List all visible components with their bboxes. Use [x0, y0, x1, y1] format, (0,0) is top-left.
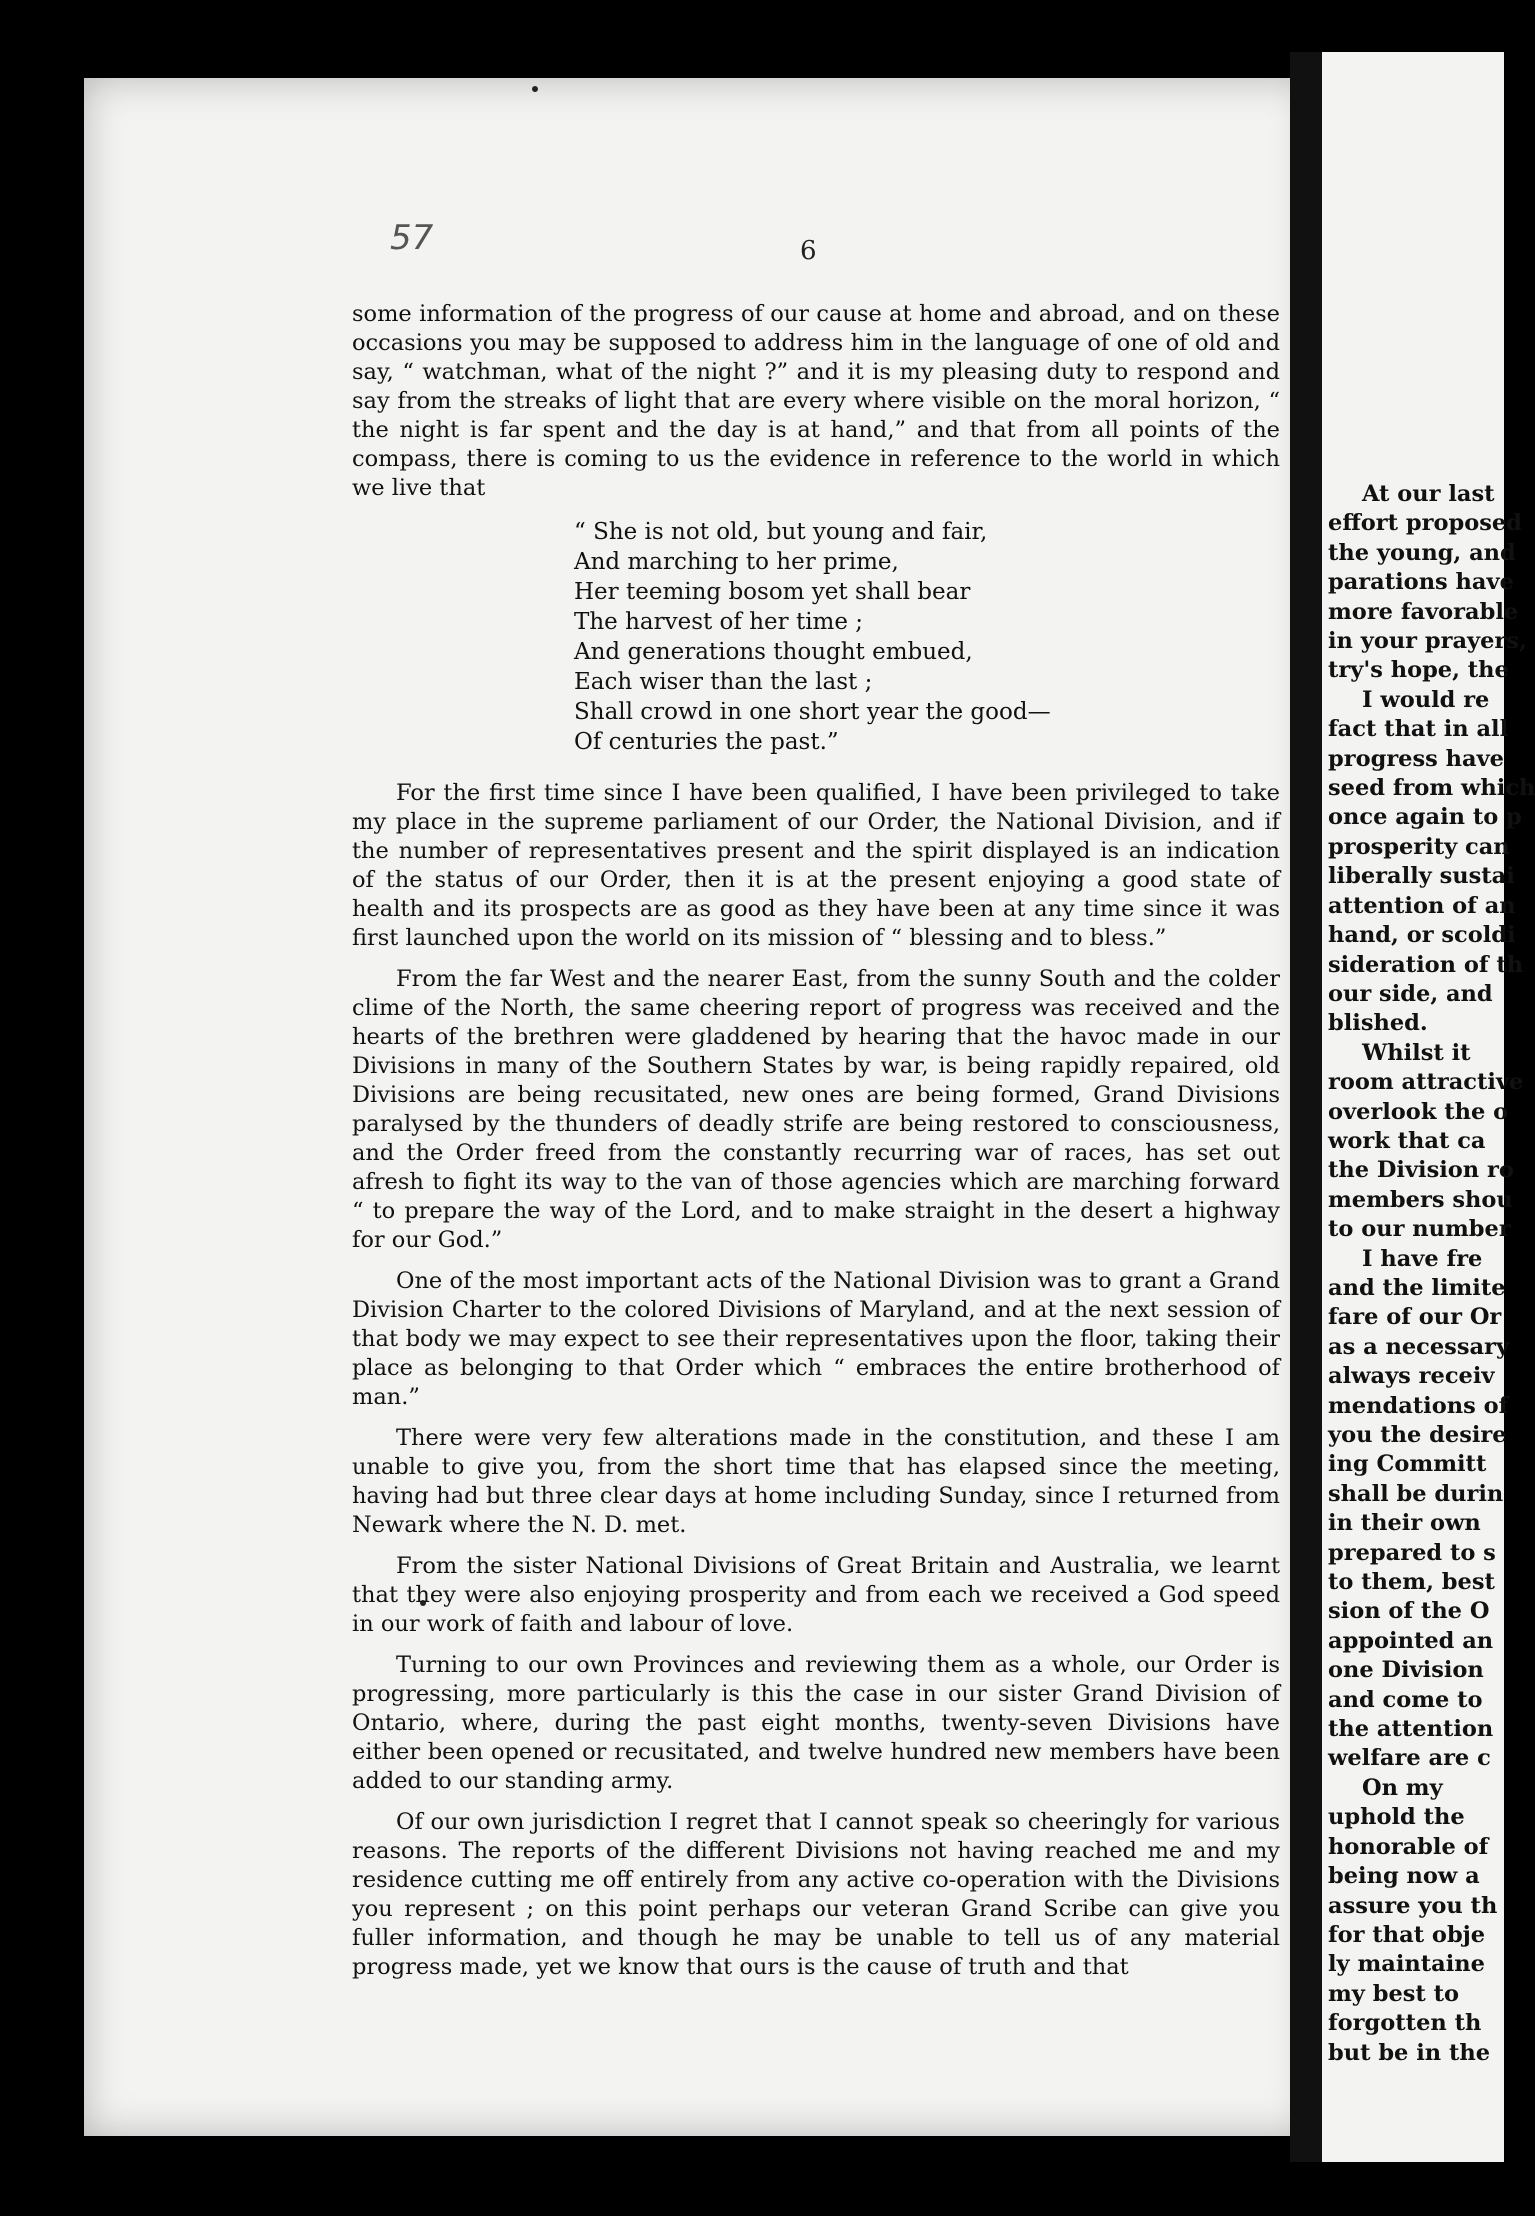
verse-line: Each wiser than the last ; [574, 669, 873, 695]
verse-line: Her teeming bosom yet shall bear [574, 579, 971, 605]
right-page-line: my best to [1328, 1980, 1460, 2007]
handwritten-page-mark: 57 [390, 218, 434, 258]
right-page-line: in your prayers, [1328, 628, 1527, 655]
right-page-line: the young, and [1328, 539, 1516, 566]
right-page-line: welfare are c [1328, 1745, 1491, 1772]
right-page-lines [1322, 480, 1535, 2068]
right-page-line: blished. [1328, 1010, 1428, 1037]
right-page-line: the attention [1328, 1716, 1494, 1743]
right-page-line: ing Committ [1328, 1451, 1487, 1478]
right-page-line: seed from which [1328, 775, 1535, 802]
right-page-line: fare of our Or [1328, 1304, 1502, 1331]
right-page-line: to our number [1328, 1216, 1511, 1243]
verse-line: Shall crowd in one short year the good— [574, 699, 1051, 725]
body-paragraph: Of our own jurisdiction I regret that I cannot speak so cheeringly for various reasons. The reports of the different Divisions not having reached me and my residence cutting me off entirely from any active co-operation with the Divisions you represent ; on this point perhaps our veteran Grand Scribe can give you fuller information, and though he may be unable to tell us of any material progress made, yet we know that ours is the cause of truth and that [352, 1809, 1280, 1980]
right-page-line: hand, or scoldi [1328, 922, 1516, 949]
right-page-line: you the desire [1328, 1422, 1507, 1448]
right-page-line: At our last [1362, 481, 1495, 507]
right-page-line: sion of the O [1328, 1598, 1490, 1625]
right-page-line: sideration of th [1328, 951, 1524, 978]
right-page-line: parations have [1328, 569, 1514, 596]
verse-line: And marching to her prime, [574, 549, 899, 575]
right-page-line: progress have [1328, 745, 1504, 772]
verse-line: “ She is not old, but young and fair, [574, 519, 988, 545]
body-paragraph: Turning to our own Provinces and reviewing them as a whole, our Order is progressing, more particularly is this the case in our sister Grand Division of Ontario, where, during the past eight months, twenty-seven Divisions have either been opened or recusitated, and twelve hundred new members have been added to our standing army. [352, 1652, 1280, 1794]
right-page-line: to them, best [1328, 1569, 1495, 1596]
right-page-line: and the limite [1328, 1274, 1506, 1301]
body-paragraph: There were very few alterations made in the constitution, and these I am unable to give you, from the short time that has elapsed since the meeting, having had but three clear days at home including Sunday, since I returned from Newark where the N. D. met. [352, 1425, 1280, 1538]
right-page-line: effort proposed [1328, 510, 1522, 537]
main-text [352, 300, 1280, 1994]
right-page-line: I have fre [1362, 1245, 1483, 1272]
page-speck [532, 86, 538, 92]
body-paragraph: From the far West and the nearer East, from the sunny South and the colder clime of the North, the same cheering report of progress was received and the hearts of the brethren were gladdened by hearing that the havoc made in our Divisions in many of the Southern States by war, is being rapidly repaired, old Divisions are being recusitated, new ones are being formed, Grand Divisions paralysed by the thunders of deadly strife are being restored to consciousness, and the Order freed from the constantly recurring war of races, has set out afresh to fight its way to the van of those agencies which are marching forward “ to prepare the way of the Lord, and to make straight in the desert a highway for our God.” [352, 966, 1280, 1253]
right-page-line: but be in the [1328, 2039, 1491, 2066]
verse-quotation [574, 517, 1280, 757]
right-page-line: the Division ro [1328, 1157, 1514, 1184]
right-page-line: one Division [1328, 1657, 1484, 1684]
right-page-line: and come to [1328, 1686, 1483, 1713]
verse-line: And generations thought embued, [574, 639, 973, 665]
right-page-line: ly maintaine [1328, 1951, 1485, 1978]
right-page-line: members shou [1328, 1186, 1513, 1213]
right-page-line: in their own [1328, 1510, 1481, 1537]
right-page-line: liberally sustai [1328, 863, 1515, 890]
right-page-line: mendations of [1328, 1392, 1509, 1419]
right-page-line: for that obje [1328, 1921, 1486, 1948]
right-page-line: as a necessary [1328, 1333, 1510, 1360]
opening-paragraph: some information of the progress of our cause at home and abroad, and on these occasions you may be supposed to address him in the language of one of old and say, “ watchman, what of the night ?” and it is my pleasing duty to respond and say from the streaks of light that are every where visible on the moral horizon, “ the night is far spent and the day is at hand,” and that from all points of the compass, there is coming to us the evidence in reference to the world in which we live that [352, 301, 1280, 501]
body-paragraph: For the first time since I have been qualified, I have been privileged to take my place in the supreme parliament of our Order, the National Division, and if the number of representatives present and the spirit displayed is an indication of the status of our Order, then it is at the present enjoying a good state of health and its prospects are as good as they have been at any time since it was first launched upon the world on its mission of “ blessing and to bless.” [352, 780, 1280, 951]
book-gutter [1290, 52, 1324, 2162]
right-page-line: overlook the o [1328, 1098, 1509, 1125]
right-page-line: once again to p [1328, 804, 1522, 831]
right-page-line: prepared to s [1328, 1539, 1496, 1566]
page-number: 6 [800, 236, 817, 266]
right-page-line: shall be durin [1328, 1480, 1504, 1507]
verse-line: The harvest of her time ; [574, 609, 864, 635]
right-page-line: Whilst it [1362, 1039, 1471, 1066]
right-page-line: being now a [1328, 1863, 1480, 1890]
verse-line: Of centuries the past.” [574, 729, 839, 755]
right-page-line: always receiv [1328, 1363, 1495, 1390]
right-page-line: room attractive [1328, 1069, 1524, 1096]
body-paragraph: From the sister National Divisions of Great Britain and Australia, we learnt that they were also enjoying prosperity and from each we received a God speed in our work of faith and labour of love. [352, 1553, 1280, 1637]
right-page-line: I would re [1362, 686, 1490, 713]
body-paragraph: One of the most important acts of the National Division was to grant a Grand Division Charter to the colored Divisions of Maryland, and at the next session of that body we may expect to see their representatives upon the floor, taking their place as belonging to that Order which “ embraces the entire brotherhood of man.” [352, 1268, 1280, 1410]
right-page-line: honorable of [1328, 1833, 1489, 1860]
right-page-fragment [1322, 52, 1535, 2162]
right-page-line: more favorable [1328, 598, 1519, 625]
right-page-line: uphold the [1328, 1804, 1465, 1831]
right-page-line: attention of an [1328, 892, 1516, 919]
right-page-line: try's hope, the [1328, 657, 1509, 684]
right-page-line: our side, and [1328, 980, 1493, 1007]
right-page-line: forgotten th [1328, 2010, 1482, 2037]
right-page-line: prosperity can [1328, 833, 1510, 860]
right-page-line: On my [1362, 1774, 1443, 1801]
right-page-line: appointed an [1328, 1627, 1494, 1654]
right-page-line: work that ca [1328, 1127, 1486, 1154]
right-page-line: fact that in all [1328, 716, 1509, 743]
right-page-line: assure you th [1328, 1892, 1498, 1919]
